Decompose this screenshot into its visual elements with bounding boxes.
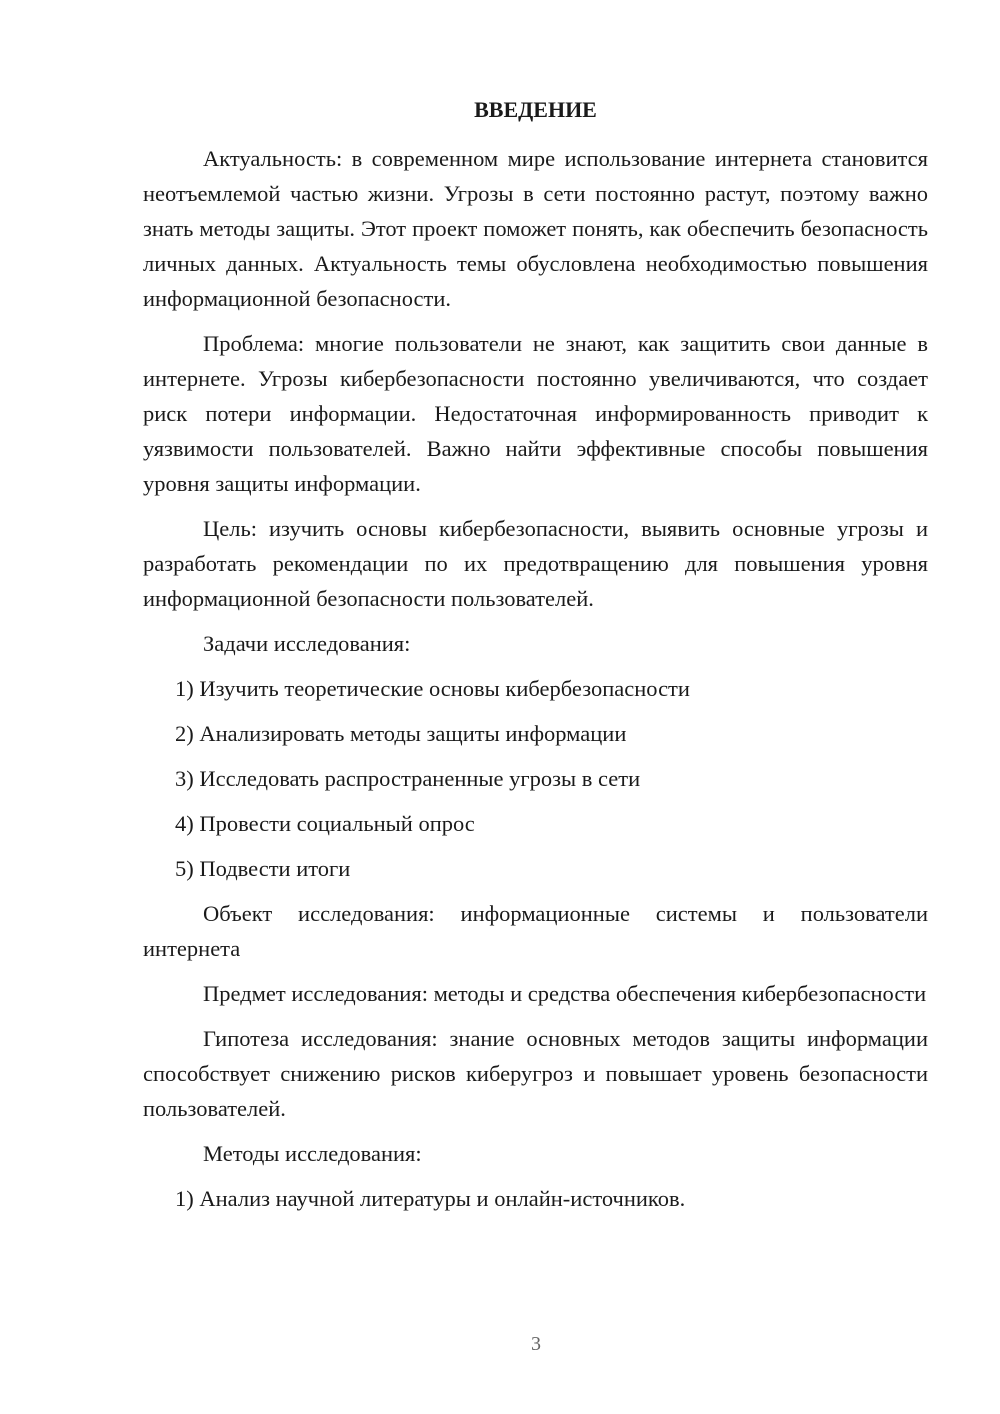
paragraph-hypothesis: Гипотеза исследования: знание основных методов защиты информации способствует снижению рисков киберугроз и повышает уровень безопасности пользователей. bbox=[143, 1026, 928, 1121]
paragraph-problem: Проблема: многие пользователи не знают, как защитить свои данные в интернете. Угрозы кибербезопасности постоянно увеличиваются, что создает риск потери информации. Недостаточная информированность приводит к уязвимости пользователей. Важно найти эффективные способы повышения уровня защиты информации. bbox=[143, 331, 928, 496]
list-item-task-4: 4) Провести социальный опрос bbox=[175, 811, 475, 836]
list-item-task-5: 5) Подвести итоги bbox=[175, 856, 351, 881]
list-item-method-1: 1) Анализ научной литературы и онлайн-источников. bbox=[175, 1186, 686, 1211]
paragraph-object: Объект исследования: информационные системы и пользователи интернета bbox=[143, 901, 928, 961]
paragraph-goal: Цель: изучить основы кибербезопасности, выявить основные угрозы и разработать рекомендации по их предотвращению для повышения уровня информационной безопасности пользователей. bbox=[143, 516, 928, 611]
methods-list bbox=[143, 1181, 928, 1216]
list-item-task-3: 3) Исследовать распространенные угрозы в сети bbox=[175, 766, 641, 791]
page-number: 3 bbox=[531, 1333, 541, 1355]
paragraph-subject: Предмет исследования: методы и средства обеспечения кибербезопасности bbox=[203, 981, 927, 1006]
list-item-task-1: 1) Изучить теоретические основы кибербезопасности bbox=[175, 676, 690, 701]
methods-heading: Методы исследования: bbox=[203, 1141, 422, 1166]
document-page bbox=[143, 92, 928, 1226]
tasks-list bbox=[143, 671, 928, 886]
paragraph-relevance: Актуальность: в современном мире использование интернета становится неотъемлемой частью жизни. Угрозы в сети постоянно растут, поэтому важно знать методы защиты. Этот проект поможет понять, как обеспечить безопасность личных данных. Актуальность темы обусловлена необходимостью повышения информационной безопасности. bbox=[143, 146, 928, 311]
list-item-task-2: 2) Анализировать методы защиты информации bbox=[175, 721, 627, 746]
section-title: ВВЕДЕНИЕ bbox=[474, 97, 597, 122]
tasks-heading: Задачи исследования: bbox=[203, 631, 411, 656]
